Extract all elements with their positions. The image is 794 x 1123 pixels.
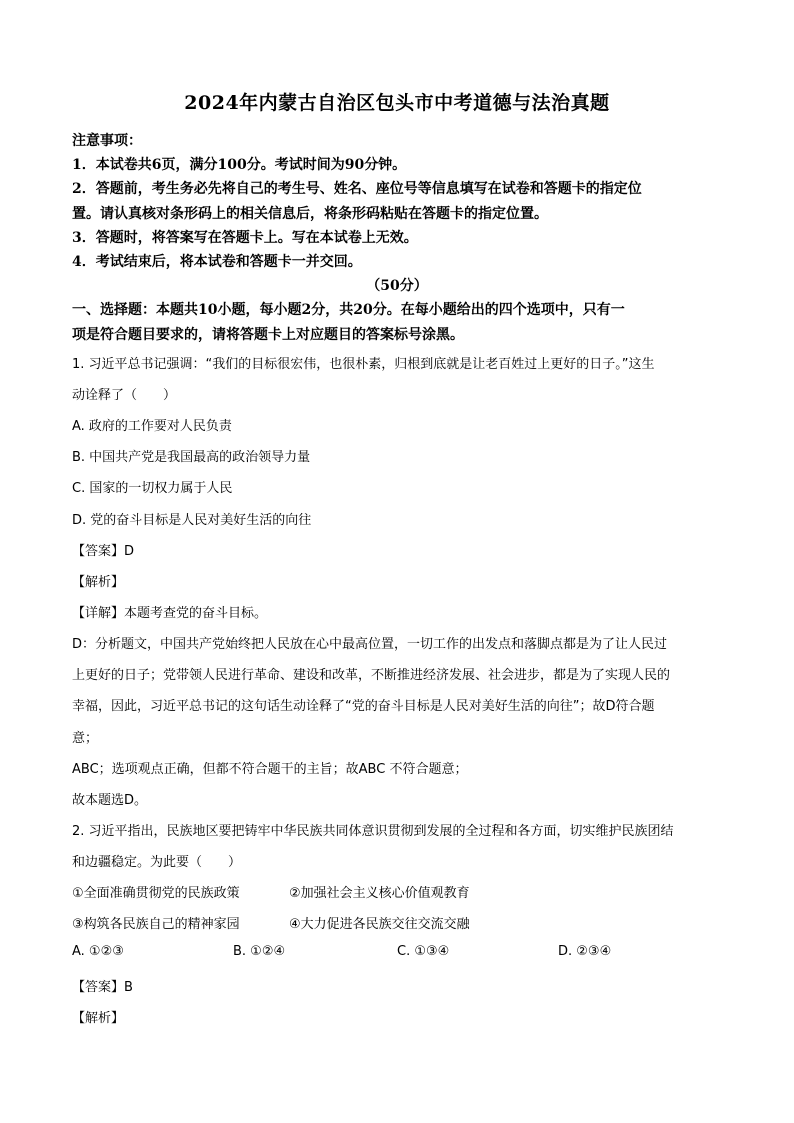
q1-stem-line1: 1. 习近平总书记强调：“我们的目标很宏伟，也很朴素，归根到底就是让老百姓过上更好的日子。”这生 (72, 357, 655, 372)
q1-stem-line2: 动诠释了（ ） (72, 388, 177, 403)
q1-answer: 【答案】D (72, 544, 135, 559)
notice-item-2: 2．答题前，考生务必先将自己的考生号、姓名、座位号等信息填写在试卷和答题卡的指定位 (72, 181, 642, 197)
q2-choice-d: D. ②③④ (558, 944, 612, 959)
score-label: （50分） (366, 278, 428, 294)
q1-detail: 【详解】本题考查党的奋斗目标。 (72, 606, 268, 621)
notice-heading: 注意事项： (72, 133, 142, 149)
q1-option-b: B. 中国共产党是我国最高的政治领导力量 (72, 450, 311, 465)
q2-choice-a: A. ①②③ (72, 944, 124, 959)
q1-option-a: A. 政府的工作要对人民负责 (72, 419, 232, 434)
q1-explain-line1: D：分析题文，中国共产党始终把人民放在心中最高位置，一切工作的出发点和落脚点都是为了让人民过 (72, 637, 668, 652)
section-heading-line2: 项是符合题目要求的，请将答题卡上对应题目的答案标号涂黑。 (72, 327, 464, 343)
q2-item-4: ④大力促进各民族交往交流交融 (289, 917, 470, 932)
q1-explain-line4: 意； (72, 731, 99, 746)
q1-explain-line6: 故本题选D。 (72, 793, 148, 808)
q2-stem-line1: 2. 习近平指出，民族地区要把铸牢中华民族共同体意识贯彻到发展的全过程和各方面，切实维护民族团结 (72, 824, 674, 839)
q1-explain-line5: ABC；选项观点正确，但都不符合题干的主旨；故ABC 不符合题意； (72, 762, 468, 777)
q2-item-2: ②加强社会主义核心价值观教育 (289, 886, 470, 901)
notice-item-2-cont: 置。请认真核对条形码上的相关信息后，将条形码粘贴在答题卡的指定位置。 (72, 206, 548, 222)
q2-choice-b: B. ①②④ (233, 944, 286, 959)
q1-option-c: C. 国家的一切权力属于人民 (72, 481, 233, 496)
q2-answer: 【答案】B (72, 980, 133, 995)
notice-item-3: 3．答题时，将答案写在答题卡上。写在本试卷上无效。 (72, 230, 418, 246)
page-title: 2024年内蒙古自治区包头市中考道德与法治真题 (184, 92, 610, 114)
q2-choice-c: C. ①③④ (397, 944, 450, 959)
q2-item-1: ①全面准确贯彻党的民族政策 (72, 886, 240, 901)
q1-explain-line2: 上更好的日子；党带领人民进行革命、建设和改革，不断推进经济发展、社会进步，都是为了实现人民的 (72, 668, 671, 683)
q2-analysis-label: 【解析】 (72, 1011, 125, 1026)
section-heading-line1: 一、选择题：本题共10小题，每小题2分，共20分。在每小题给出的四个选项中，只有一 (72, 302, 625, 318)
q1-analysis-label: 【解析】 (72, 575, 125, 590)
q1-explain-line3: 幸福，因此，习近平总书记的这句话生动诠释了“党的奋斗目标是人民对美好生活的向往”；故D符合题 (72, 699, 655, 714)
notice-item-1: 1．本试卷共6页，满分100分。考试时间为90分钟。 (72, 157, 407, 173)
q2-item-3: ③构筑各民族自己的精神家园 (72, 917, 240, 932)
q1-option-d: D. 党的奋斗目标是人民对美好生活的向往 (72, 513, 312, 528)
notice-item-4: 4．考试结束后，将本试卷和答题卡一并交回。 (72, 254, 362, 270)
q2-stem-line2: 和边疆稳定。为此要（ ） (72, 855, 242, 870)
